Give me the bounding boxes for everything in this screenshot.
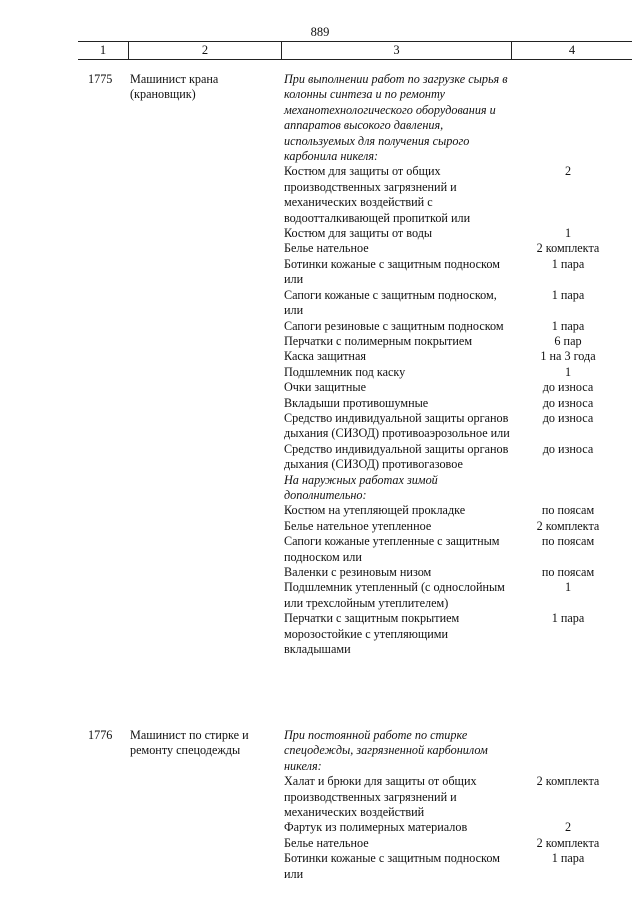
ppe-item	[284, 164, 572, 226]
ppe-item-quantity: 1 пара	[551, 851, 585, 866]
ppe-item	[284, 318, 585, 334]
ppe-item-name: Костюм для защиты от воды	[284, 226, 433, 241]
entry-number: 1775	[88, 72, 113, 86]
ppe-item-quantity: 2	[564, 820, 572, 835]
table-header	[78, 41, 632, 60]
ppe-item-quantity: 1	[564, 364, 572, 379]
ppe-item-name: Средство индивидуальной защиты органов дыхания (СИЗОД) противогазовое	[284, 441, 509, 472]
ppe-item-name: Перчатки с полимерным покрытием	[284, 333, 473, 348]
ppe-item	[284, 851, 585, 882]
ppe-item-quantity: до износа	[542, 380, 594, 395]
ppe-item-quantity: 2	[564, 164, 572, 179]
ppe-item-name: Очки защитные	[284, 380, 366, 395]
ppe-item-quantity: 1 пара	[551, 611, 585, 626]
ppe-item-name: Халат и брюки для защиты от общих производственных загрязнений и механических воздействий	[284, 774, 477, 820]
ppe-item-name: Подшлемник под каску	[284, 364, 406, 379]
ppe-item-quantity: до износа	[542, 441, 594, 456]
ppe-item-name: Сапоги кожаные утепленные с защитным подноском или	[284, 534, 500, 564]
ppe-item-quantity: по поясам	[541, 503, 595, 518]
ppe-item-quantity: 1 пара	[551, 256, 585, 271]
ppe-item-name: Костюм для защиты от общих производственных загрязнений и механических воздействий с водоотталкивающей пропиткой или	[284, 164, 471, 225]
ppe-item-name: Ботинки кожаные с защитным подноском или	[284, 851, 500, 881]
ppe-item-name: Белье нательное утепленное	[284, 518, 432, 533]
ppe-item-name: Белье нательное	[284, 835, 369, 850]
column-header-2: 2	[201, 43, 209, 57]
ppe-item	[284, 287, 585, 319]
ppe-item	[284, 565, 595, 580]
ppe-item-quantity: 2 комплекта	[536, 835, 600, 850]
ppe-item-name: Каска защитная	[284, 349, 366, 364]
ppe-item	[284, 441, 594, 473]
ppe-item-quantity: 1 на 3 года	[540, 349, 596, 364]
ppe-item	[284, 333, 582, 349]
ppe-item-name: Костюм на утепляющей прокладке	[284, 503, 466, 518]
ppe-item-name: Подшлемник утепленный (с однослойным или трехслойным утеплителем)	[284, 580, 505, 610]
ppe-item-name: Белье нательное	[284, 241, 369, 256]
ppe-item-quantity: 2 комплекта	[536, 241, 600, 256]
column-header-4: 4	[568, 43, 576, 57]
work-condition: При выполнении работ по загрузке сырья в колонны синтеза и по ремонту механотехнологического оборудования и аппаратов высокого давления, используемых для получения сырого карбонила никеля:	[284, 72, 508, 164]
ppe-item-name: Фартук из полимерных материалов	[284, 820, 468, 835]
profession-name: Машинист по стирке и ремонту спецодежды	[130, 728, 249, 758]
ppe-item-quantity: 1 пара	[551, 318, 585, 333]
ppe-item	[284, 395, 594, 411]
profession-name: Машинист крана (крановщик)	[130, 72, 219, 102]
ppe-item	[284, 835, 600, 851]
ppe-item	[284, 256, 585, 288]
ppe-item	[284, 534, 595, 565]
ppe-item-quantity: 1 пара	[551, 287, 585, 302]
ppe-item	[284, 226, 572, 241]
ppe-item-name: Ботинки кожаные с защитным подноском или	[284, 256, 500, 287]
ppe-item-quantity: до износа	[542, 410, 594, 425]
ppe-list	[284, 72, 600, 657]
ppe-item-quantity: по поясам	[541, 534, 595, 549]
work-condition: На наружных работах зимой дополнительно:	[284, 472, 438, 502]
ppe-list	[284, 728, 600, 882]
ppe-item	[284, 380, 594, 395]
ppe-item-quantity: 6 пар	[554, 333, 582, 348]
ppe-item	[284, 820, 572, 835]
ppe-item-name: Средство индивидуальной защиты органов дыхания (СИЗОД) противоаэрозольное или	[284, 410, 510, 441]
ppe-item-quantity: 1	[564, 580, 572, 595]
ppe-item-quantity: по поясам	[541, 565, 595, 579]
ppe-item-quantity: 1	[564, 226, 572, 241]
page-number: 889	[310, 25, 330, 39]
ppe-item-quantity: до износа	[542, 395, 594, 410]
ppe-item	[284, 364, 572, 380]
ppe-item-name: Валенки с резиновым низом	[284, 565, 432, 579]
ppe-item	[284, 349, 596, 364]
ppe-item-name: Сапоги резиновые с защитным подноском	[284, 318, 504, 333]
ppe-item-name: Сапоги кожаные с защитным подноском, или	[284, 287, 497, 318]
ppe-item-quantity: 2 комплекта	[536, 774, 600, 789]
work-condition: При постоянной работе по стирке спецодежды, загрязненной карбонилом никеля:	[284, 728, 488, 773]
ppe-item	[284, 503, 595, 518]
ppe-item	[284, 410, 594, 442]
ppe-item	[284, 241, 600, 256]
ppe-item	[284, 611, 585, 657]
ppe-item	[284, 518, 600, 534]
column-header-1: 1	[99, 43, 107, 57]
ppe-item-name: Вкладыши противошумные	[284, 395, 429, 410]
ppe-item	[284, 580, 572, 611]
entry-number: 1776	[88, 728, 113, 742]
ppe-item	[284, 774, 600, 820]
column-header-3: 3	[393, 43, 400, 57]
ppe-item-name: Перчатки с защитным покрытием морозостойкие с утепляющими вкладышами	[284, 611, 460, 657]
ppe-item-quantity: 2 комплекта	[536, 518, 600, 533]
